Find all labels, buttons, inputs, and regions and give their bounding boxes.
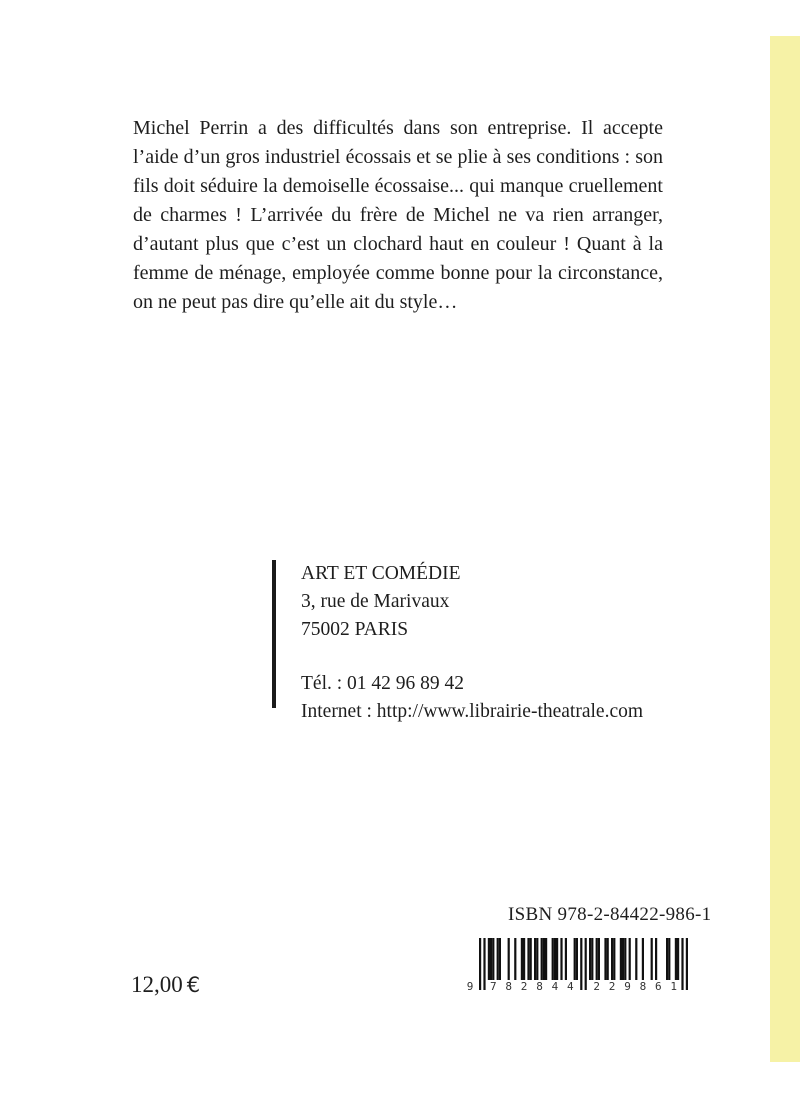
barcode-digit: 8 bbox=[639, 980, 647, 992]
barcode-bar bbox=[492, 938, 494, 980]
barcode-guard-bar bbox=[479, 938, 481, 990]
barcode-bar bbox=[499, 938, 501, 980]
publisher-city: 75002 PARIS bbox=[301, 619, 409, 640]
barcode-guard-bar bbox=[585, 938, 587, 990]
barcode-guard-bar bbox=[681, 938, 683, 990]
barcode-bar bbox=[635, 938, 637, 980]
barcode-bar bbox=[521, 938, 523, 980]
barcode-bar bbox=[651, 938, 653, 980]
barcode-bar bbox=[622, 938, 624, 980]
barcode-bar bbox=[545, 938, 547, 980]
isbn-label: ISBN 978-2-84422-986-1 bbox=[508, 904, 712, 925]
barcode-bar bbox=[543, 938, 545, 980]
spacer bbox=[301, 644, 643, 670]
barcode-bar bbox=[675, 938, 677, 980]
barcode-bar bbox=[607, 938, 609, 980]
barcode-bar bbox=[560, 938, 562, 980]
barcode-bar bbox=[488, 938, 490, 980]
barcode-digit: 8 bbox=[505, 980, 513, 992]
barcode-bar bbox=[541, 938, 543, 980]
barcode-digit: 2 bbox=[593, 980, 601, 992]
publisher-phone: Tél. : 01 42 96 89 42 bbox=[301, 673, 465, 694]
barcode-bar bbox=[677, 938, 679, 980]
barcode-bar bbox=[666, 938, 668, 980]
barcode-digit: 6 bbox=[654, 980, 662, 992]
barcode-guard-bar bbox=[580, 938, 582, 990]
barcode-digit: 4 bbox=[566, 980, 574, 992]
barcode-digit: 8 bbox=[536, 980, 543, 992]
publisher-block bbox=[272, 560, 644, 722]
barcode-bar bbox=[508, 938, 510, 980]
barcode-bar bbox=[490, 938, 492, 980]
barcode-digit: 9 bbox=[624, 980, 631, 992]
yellow-spine-strip bbox=[770, 36, 800, 1062]
barcode-bar bbox=[624, 938, 626, 980]
barcode-bar bbox=[589, 938, 591, 980]
barcode-bar bbox=[534, 938, 536, 980]
barcode-bar bbox=[629, 938, 631, 980]
barcode-bar bbox=[554, 938, 556, 980]
barcode-digit: 9 bbox=[466, 980, 474, 992]
barcode-bar bbox=[613, 938, 615, 980]
barcode-bar bbox=[514, 938, 516, 980]
barcode-bar bbox=[552, 938, 554, 980]
barcode-bar bbox=[523, 938, 525, 980]
barcode-bar bbox=[576, 938, 578, 980]
publisher-website: Internet : http://www.librairie-theatrale.com bbox=[301, 701, 644, 722]
barcode-digit: 7 bbox=[489, 980, 497, 992]
barcode-bar bbox=[574, 938, 576, 980]
barcode-bar bbox=[530, 938, 532, 980]
barcode-digit: 2 bbox=[608, 980, 616, 992]
barcode-bar bbox=[611, 938, 613, 980]
barcode-digit: 1 bbox=[670, 980, 678, 992]
barcode-bar bbox=[591, 938, 593, 980]
currency-symbol: € bbox=[186, 973, 201, 997]
barcode-bar bbox=[556, 938, 558, 980]
barcode-bar bbox=[604, 938, 606, 980]
barcode-digit: 4 bbox=[551, 980, 559, 992]
barcode-bar bbox=[565, 938, 567, 980]
price bbox=[131, 972, 200, 998]
barcode-bar bbox=[642, 938, 644, 980]
barcode-bar bbox=[596, 938, 598, 980]
barcode-bar bbox=[655, 938, 657, 980]
barcode-bar bbox=[536, 938, 538, 980]
price-amount: 12,00 bbox=[131, 972, 183, 997]
barcode-bar bbox=[668, 938, 670, 980]
barcode-guard-bar bbox=[686, 938, 688, 990]
publisher-name: ART ET COMÉDIE bbox=[301, 563, 461, 584]
barcode-bar bbox=[497, 938, 499, 980]
barcode-bar bbox=[598, 938, 600, 980]
barcode-digit: 2 bbox=[520, 980, 528, 992]
barcode-bar bbox=[620, 938, 622, 980]
barcode-image bbox=[465, 934, 723, 992]
publisher-street: 3, rue de Marivaux bbox=[301, 591, 450, 612]
back-cover-summary: Michel Perrin a des difficultés dans son entreprise. Il accepte l’aide d’un gros industriel écossais et se plie à ses conditions : son fils doit séduire la demoiselle écossaise... qui manque cruellement de charmes ! L’arrivée du frère de Michel ne va rien arranger, d’autant plus que c’est un clochard haut en couleur ! Quant à la femme de ménage, employée comme bonne pour la circonstance, on ne peut pas dire qu’elle ait du style… bbox=[133, 117, 663, 313]
barcode-guard-bar bbox=[483, 938, 485, 990]
barcode-bar bbox=[527, 938, 529, 980]
